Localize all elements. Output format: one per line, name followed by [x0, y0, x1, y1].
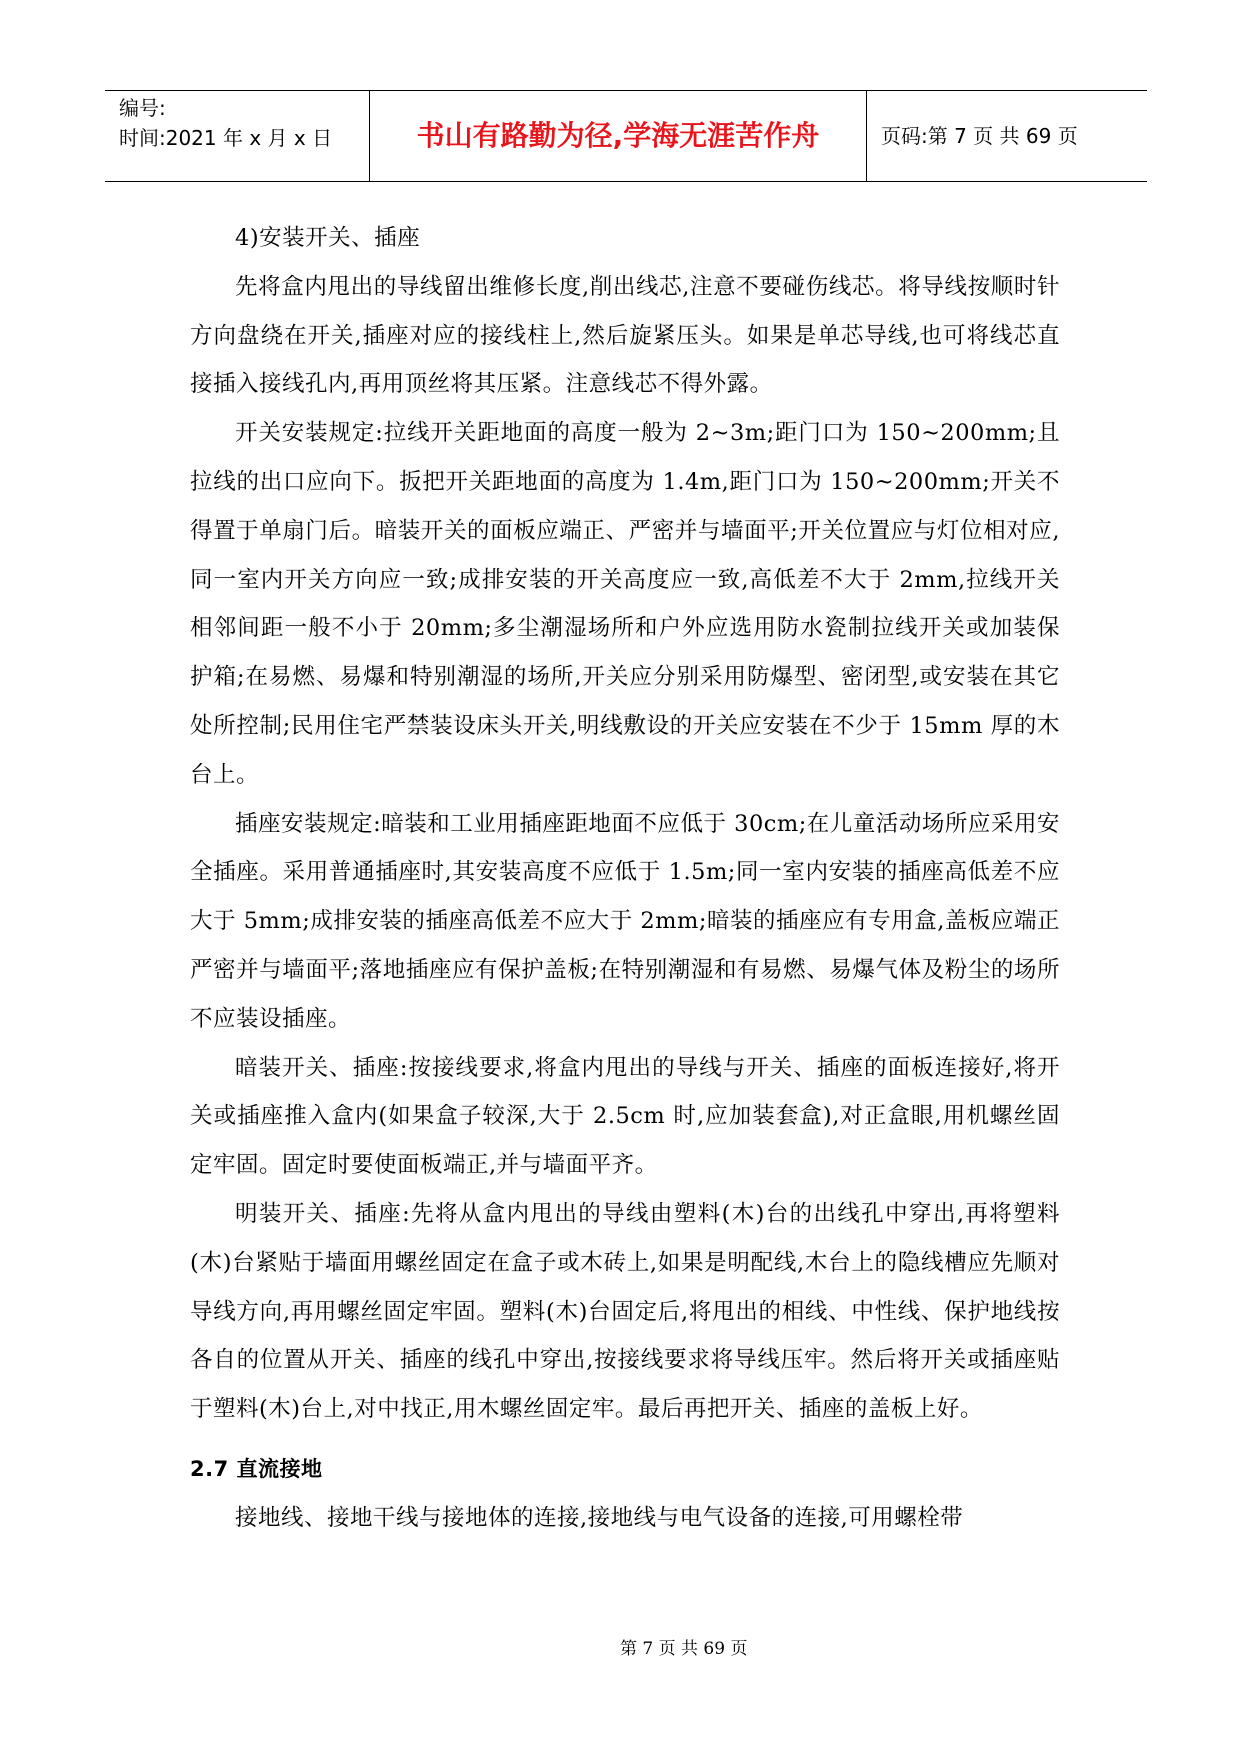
page-header — [105, 90, 1147, 182]
paragraph-surface-install: 明装开关、插座:先将从盒内甩出的导线由塑料(木)台的出线孔中穿出,再将塑料(木)台紧贴于墙面用螺丝固定在盒子或木砖上,如果是明配线,木台上的隐线槽应先顺对导线方向,再用螺丝固定牢固。塑料(木)台固定后,将甩出的相线、中性线、保护地线按各自的位置从开关、插座的线孔中穿出,按接线要求将导线压牢。然后将开关或插座贴于塑料(木)台上,对中找正,用木螺丝固定牢。最后再把开关、插座的盖板上好。 — [190, 1200, 1060, 1423]
header-motto: 书山有路勤为径,学海无涯苦作舟 — [370, 91, 867, 181]
paragraph-socket-rules: 插座安装规定:暗装和工业用插座距地面不应低于 30cm;在儿童活动场所应采用安全插座。采用普通插座时,其安装高度不应低于 1.5m;同一室内安装的插座高低差不应大于 5mm;成排安装的插座高低差不应大于 2mm;暗装的插座应有专用盒,盖板应端正严密并与墙面平;落地插座应有保护盖板;在特别潮湿和有易燃、易爆气体及粉尘的场所不应装设插座。 — [190, 810, 1060, 1032]
header-meta — [105, 91, 370, 181]
paragraph-concealed-install: 暗装开关、插座:按接线要求,将盒内甩出的导线与开关、插座的面板连接好,将开关或插座推入盒内(如果盒子较深,大于 2.5cm 时,应加装套盒),对正盒眼,用机螺丝固定牢固。固定时要使面板端正,并与墙面平齐。 — [190, 1054, 1060, 1179]
header-page-number: 页码:第 7 页 共 69 页 — [881, 124, 1078, 148]
paragraph-switch-rules: 开关安装规定:拉线开关距地面的高度一般为 2~3m;距门口为 150~200mm;且拉线的出口应向下。扳把开关距地面的高度为 1.4m,距门口为 150~200mm;开关不得置于单扇门后。暗装开关的面板应端正、严密并与墙面平;开关位置应与灯位相对应,同一室内开关方向应一致;成排安装的开关高度应一致,高低差不大于 2mm,拉线开关相邻间距一般不小于 20mm;多尘潮湿场所和户外应选用防水瓷制拉线开关或加装保护箱;在易燃、易爆和特别潮湿的场所,开关应分别采用防爆型、密闭型,或安装在其它处所控制;民用住宅严禁装设床头开关,明线敷设的开关应安装在不少于 15mm 厚的木台上。 — [190, 420, 1060, 788]
page-footer: 第 7 页 共 69 页 — [620, 1639, 748, 1659]
document-number-label: 编号: — [119, 96, 166, 120]
document-time-label: 时间:2021 年 x 月 x 日 — [119, 126, 333, 150]
section-heading-dc-grounding: 2.7 直流接地 — [190, 1456, 323, 1481]
paragraph-install-title: 4)安装开关、插座 — [235, 225, 421, 251]
paragraph-grounding: 接地线、接地干线与接地体的连接,接地线与电气设备的连接,可用螺栓带 — [235, 1504, 964, 1531]
document-body — [190, 214, 1060, 1543]
paragraph-wiring: 先将盒内甩出的导线留出维修长度,削出线芯,注意不要碰伤线芯。将导线按顺时针方向盘绕在开关,插座对应的接线柱上,然后旋紧压头。如果是单芯导线,也可将线芯直接插入接线孔内,再用顶丝将其压紧。注意线芯不得外露。 — [190, 273, 1060, 398]
